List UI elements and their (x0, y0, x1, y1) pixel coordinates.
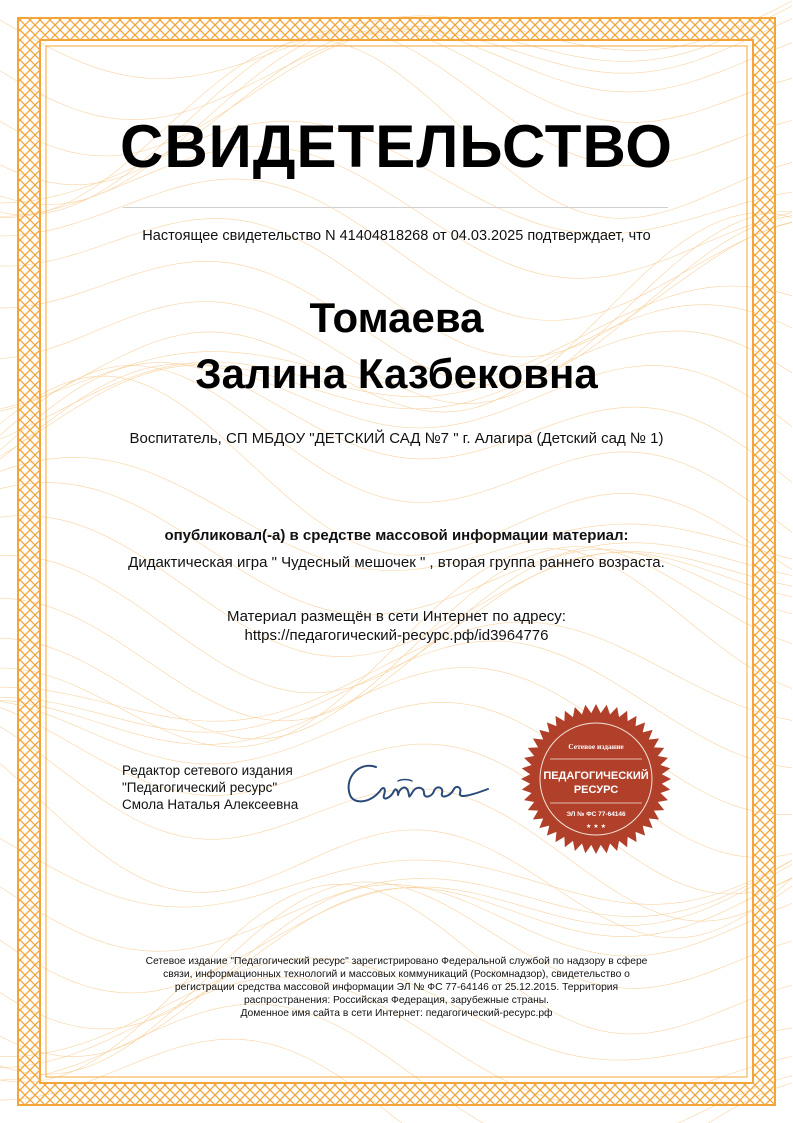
legal-line: распространения: Российская Федерация, зарубежные страны. (243, 995, 550, 1006)
signature-icon (338, 755, 498, 815)
editor-line-3: Смола Наталья Алексеевна (122, 797, 299, 812)
legal-notice (123, 955, 670, 1020)
seal-top-text: Сетевое издание (568, 742, 624, 751)
seal-main-line-2: РЕСУРС (573, 784, 619, 796)
editor-block (122, 762, 298, 813)
online-address (123, 607, 670, 645)
recipient-last-name: Томаева (309, 294, 484, 341)
legal-line: Доменное имя сайта в сети Интернет: педагогический-ресурс.рф (240, 1008, 553, 1019)
material-title: Дидактическая игра " Чудесный мешочек " , вторая группа раннего возраста. (128, 554, 665, 571)
seal-registration: ЭЛ № ФС 77-64146 (566, 811, 626, 818)
editor-line-2: "Педагогический ресурс" (122, 780, 278, 795)
recipient-first-names: Залина Казбековна (195, 350, 598, 397)
title-divider (123, 207, 668, 208)
legal-line: связи, информационных технологий и массовых коммуникаций (Роскомнадзор), свидетельство о (163, 969, 630, 980)
certificate-intro: Настоящее свидетельство N 41404818268 от 04.03.2025 подтверждает, что (142, 228, 651, 244)
published-heading: опубликовал(-а) в средстве массовой информации материал: (164, 527, 629, 544)
seal-main-line-1: ПЕДАГОГИЧЕСКИЙ (543, 770, 649, 782)
online-label: Материал размещён в сети Интернет по адресу: (227, 608, 566, 625)
certificate-title: СВИДЕТЕЛЬСТВО (120, 113, 673, 180)
seal-stars: ★ ★ ★ (586, 823, 606, 830)
legal-line: Сетевое издание "Педагогический ресурс" зарегистрировано Федеральной службой по надзору в сфере (145, 956, 648, 967)
seal-icon (520, 703, 672, 855)
legal-line: регистрации средства массовой информации ЭЛ № ФС 77-64146 от 25.12.2015. Территория (174, 982, 619, 993)
recipient-position: Воспитатель, СП МБДОУ "ДЕТСКИЙ САД №7 " г. Алагира (Детский сад № 1) (129, 430, 664, 447)
online-url: https://педагогический-ресурс.рф/id3964776 (244, 627, 549, 644)
editor-line-1: Редактор сетевого издания (122, 763, 293, 778)
